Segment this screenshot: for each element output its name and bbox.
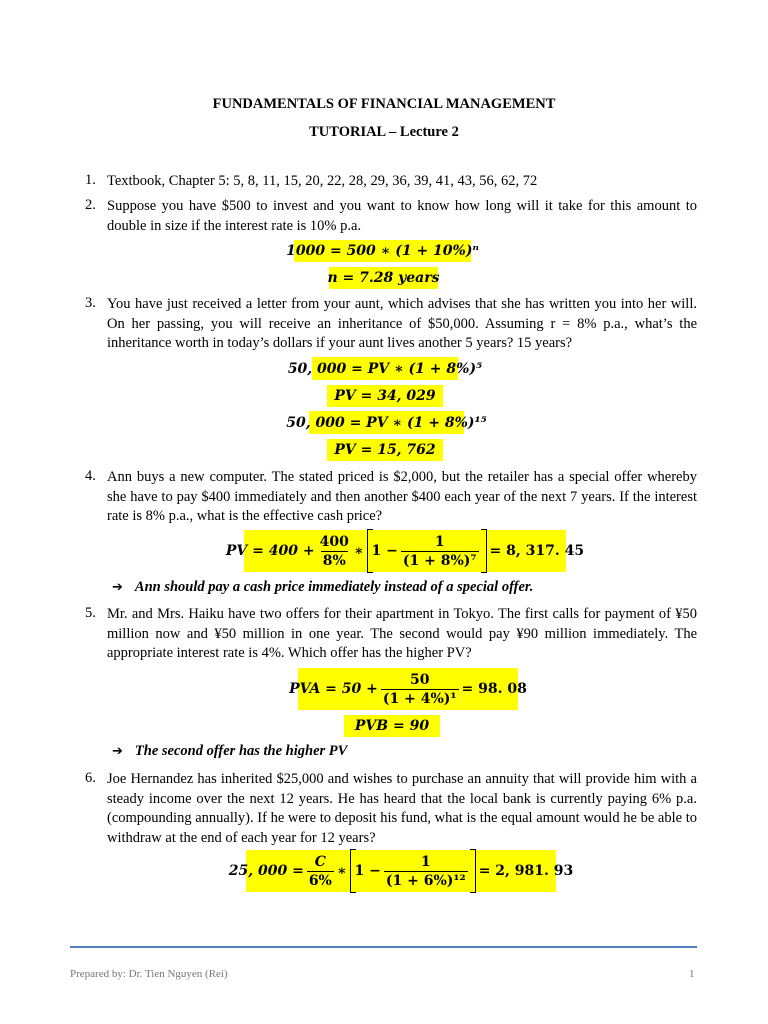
equation: 50, 000 = PV ∗ (1 + 8%)⁵ [312,357,458,380]
conclusion-text: Ann should pay a cash price immediately instead of a special offer. [134,579,534,595]
fraction-numerator: 1 [420,853,431,870]
bracket-group [367,529,487,573]
equation: n = 7.28 years [329,267,438,289]
question-number: 1. [85,172,96,188]
conclusion-text: The second offer has the higher PV [134,743,348,759]
equation-annuity-computer [225,530,585,572]
equation-pv-b: PVB = 90 [344,715,440,737]
fraction-numerator: C [314,853,326,870]
question-text: Mr. and Mrs. Haiku have two offers for their apartment in Tokyo. The first calls for payment of ¥50 million now and ¥50 million in one year. The second would pay ¥90 million immediately. The appropriate interest rate is 4%. Which offer has the higher PV? [107,606,697,661]
fraction [381,672,459,707]
conclusion-line [112,743,347,760]
equation: PV = 15, 762 [327,439,443,461]
fraction [401,534,479,569]
equation-annuity-withdrawal [228,850,574,892]
fraction-denominator: (1 + 6%)¹² [385,872,466,889]
equation: 50, 000 = PV ∗ (1 + 8%)¹⁵ [309,411,464,434]
equation-result: = 8, 317. 45 [489,543,585,559]
equation: 1000 = 500 ∗ (1 + 10%)ⁿ [294,240,471,262]
fraction [318,534,351,569]
equation-result: = 2, 981. 93 [478,863,574,879]
question-text: Textbook, Chapter 5: 5, 8, 11, 15, 20, 22, 28, 29, 36, 39, 41, 43, 56, 62, 72 [107,173,538,189]
fraction-numerator: 50 [409,671,430,688]
fraction-denominator: 8% [322,552,346,569]
times-operator: ∗ [353,543,364,559]
footer-divider [70,946,697,948]
question-text: Joe Hernandez has inherited $25,000 and wishes to purchase an annuity that will provide him with a steady income over the next 12 years. He has heard that the local bank is currently paying 6% p.a. (compounding annually). If he were to deposit his fund, what is the equal amount would he be able to withdraw at the end of each year for 12 years? [107,771,697,846]
times-operator: ∗ [336,863,347,879]
question-number: 3. [85,295,96,311]
question-number: 6. [85,770,96,786]
fraction-denominator: (1 + 4%)¹ [382,690,457,707]
question-number: 4. [85,468,96,484]
fraction-denominator: 6% [308,872,332,889]
one-minus: 1 − [354,863,381,879]
question-number: 2. [85,197,96,213]
conclusion-line [112,579,533,596]
fraction-denominator: (1 + 8%)⁷ [402,552,477,569]
right-arrow-icon: ➔ [112,580,123,595]
equation-pv-a [289,668,527,710]
fraction-numerator: 1 [434,533,445,550]
question-text: Suppose you have $500 to invest and you want to know how long will it take for this amount to double in size if the interest rate is 10% p.a. [107,198,697,234]
equation-lhs: PV = 400 + [225,543,315,559]
document-subtitle: TUTORIAL – Lecture 2 [309,124,459,140]
equation-result: = 98. 08 [461,681,527,697]
page-number: 1 [689,968,695,980]
one-minus: 1 − [371,543,398,559]
fraction [307,854,334,889]
fraction-numerator: 400 [319,533,349,550]
question-text: You have just received a letter from your aunt, which advises that she has written you into her will. On her passing, you will receive an inheritance of $50,000. Assuming r = 8% p.a., what’s the inheritance worth in today’s dollars if your aunt lives another 5 years? 15 years? [107,296,697,351]
right-arrow-icon: ➔ [112,744,123,759]
bracket-group [350,849,476,893]
equation-lhs: 25, 000 = [228,863,304,879]
document-title: FUNDAMENTALS OF FINANCIAL MANAGEMENT [212,96,556,112]
equation: PV = 34, 029 [327,385,443,407]
footer-author: Prepared by: Dr. Tien Nguyen (Rei) [70,968,228,980]
fraction [384,854,468,889]
question-text: Ann buys a new computer. The stated priced is $2,000, but the retailer has a special offer whereby she have to pay $400 immediately and then another $400 each year of the next 7 years. If the interest rate is 8% p.a., what is the effective cash price? [107,469,697,524]
equation-lhs: PVA = 50 + [289,681,378,697]
question-number: 5. [85,605,96,621]
